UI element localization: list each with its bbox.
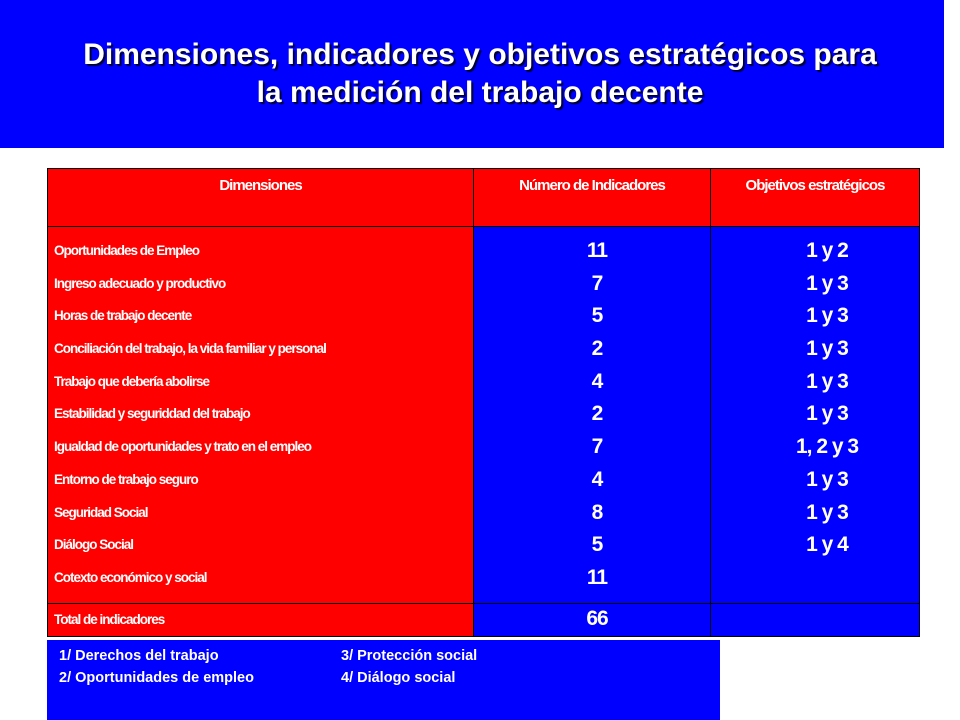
footnote-3: 3/ Protección social [341, 648, 478, 664]
dimension-cell: Conciliación del trabajo, la vida familiar y personal [54, 341, 326, 357]
objectives-cell: 1 y 3 [806, 500, 848, 524]
objectives-cell: 1 y 3 [806, 271, 848, 295]
objectives-list [711, 227, 919, 595]
objectives-column [711, 227, 920, 604]
total-objectives [711, 604, 920, 637]
table-header-row [48, 169, 920, 227]
footnotes-box [47, 640, 720, 720]
dimension-cell: Seguridad Social [54, 504, 148, 520]
indicator-count-cell: 8 [591, 500, 603, 524]
header-objectives: Objetivos estratégicos [711, 169, 920, 227]
dimension-cell: Oportunidades de Empleo [54, 243, 200, 258]
total-value: 66 [474, 604, 711, 637]
indicator-count-cell: 2 [591, 337, 603, 361]
indicator-count-cell: 4 [591, 369, 603, 393]
indicator-count-cell: 11 [586, 565, 608, 589]
indicator-count-cell: 5 [591, 533, 603, 557]
header-dimensions: Dimensiones [48, 169, 474, 227]
objectives-cell: 1 y 3 [806, 402, 848, 426]
objectives-cell [711, 562, 919, 595]
indicators-column [474, 227, 711, 604]
objectives-cell: 1 y 3 [806, 369, 848, 393]
total-row [48, 604, 920, 637]
dimension-cell: Ingreso adecuado y productivo [54, 275, 226, 291]
dimension-cell: Igualdad de oportunidades y trato en el empleo [54, 439, 312, 455]
dimension-cell: Horas de trabajo decente [54, 308, 192, 324]
indicator-count-cell: 11 [586, 239, 608, 262]
indicator-count-cell: 5 [591, 304, 603, 328]
indicators-list [474, 227, 710, 595]
indicator-count-cell: 4 [591, 467, 603, 491]
title-line-2: la medición del trabajo decente [256, 76, 704, 109]
objectives-cell: 1 y 2 [806, 239, 848, 262]
objectives-cell: 1 y 4 [806, 533, 848, 557]
dimension-cell: Trabajo que debería abolirse [54, 373, 210, 389]
objectives-cell: 1, 2 y 3 [795, 435, 859, 459]
dimension-cell: Entorno de trabajo seguro [54, 471, 198, 487]
dimension-cell: Diálogo Social [54, 537, 134, 553]
footnote-1: 1/ Derechos del trabajo [59, 648, 219, 664]
dimension-cell: Estabilidad y seguriddad del trabajo [54, 406, 250, 422]
indicator-count-cell: 2 [591, 402, 603, 426]
total-label: Total de indicadores [48, 604, 474, 637]
objectives-cell: 1 y 3 [806, 304, 848, 328]
table-body-row [48, 227, 920, 604]
dimension-cell: Cotexto económico y social [54, 569, 207, 585]
objectives-cell: 1 y 3 [806, 337, 848, 361]
indicator-count-cell: 7 [591, 271, 603, 295]
objectives-cell: 1 y 3 [806, 467, 848, 491]
header-indicators: Número de Indicadores [474, 169, 711, 227]
dimensions-column [48, 227, 474, 604]
dimensions-list [48, 227, 473, 595]
indicator-count-cell: 7 [591, 435, 603, 459]
page-title [0, 36, 960, 112]
indicators-table [47, 168, 920, 637]
footnote-4: 4/ Diálogo social [341, 670, 456, 686]
footnote-2: 2/ Oportunidades de empleo [59, 670, 254, 686]
title-line-1: Dimensiones, indicadores y objetivos estratégicos para [83, 38, 877, 71]
